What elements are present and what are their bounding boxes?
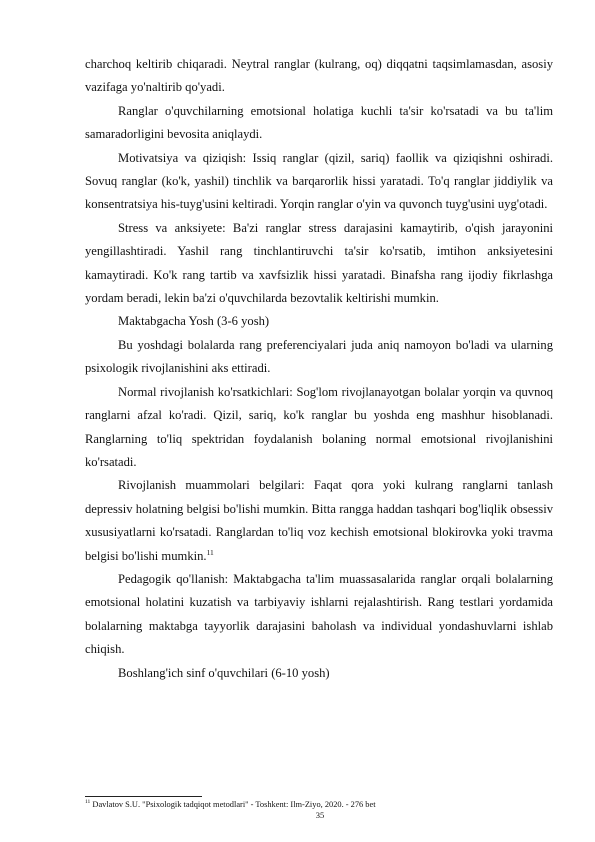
paragraph-continuation: charchoq keltirib chiqaradi. Neytral ranglar (kulrang, oq) diqqatni taqsimlamasdan, asosiy vazifaga yo'naltirib qo'yadi. <box>85 57 553 95</box>
paragraph-emotional-impact: Ranglar o'quvchilarning emotsional holatiga kuchli ta'sir ko'rsatadi va bu ta'lim samaradorligini bevosita aniqlaydi. <box>85 103 553 142</box>
body-text <box>85 53 553 685</box>
paragraph-preschool-intro: Bu yoshdagi bolalarda rang preferenciyalari juda aniq namoyon bo'ladi va ularning psixologik rivojlanishini aks ettiradi. <box>85 337 553 376</box>
paragraph-development-problems-text: Rivojlanish muammolari belgilari: Faqat qora yoki kulrang ranglarni tanlash depressiv holatning belgisi bo'lishi mumkin. Bitta rangga haddan tashqari bog'liqlik obsessiv xususiyatlarni ko'rsatadi. Ranglardan to'liq voz kechish emotsional blokirovka yoki travma belgisi bo'lishi mumkin. <box>85 478 553 563</box>
paragraph-normal-development: Normal rivojlanish ko'rsatkichlari: Sog'lom rivojlanayotgan bolalar yorqin va quvnoq ranglarni afzal ko'radi. Qizil, sariq, ko'k ranglar bu yoshda eng mashhur hisoblanadi. Ranglarning to'liq spektridan foydalanish bolaning normal emotsional rivojlanishini ko'rsatadi. <box>85 384 553 469</box>
footnote-reference[interactable]: 11 <box>206 547 214 557</box>
paragraph-motivation: Motivatsiya va qiziqish: Issiq ranglar (qizil, sariq) faollik va qiziqishni oshiradi. Sovuq ranglar (ko'k, yashil) tinchlik va barqarorlik hissi yaratadi. To'q ranglar jiddiylik va konsentratsiya his-tuyg'usini keltiradi. Yorqin ranglar o'yin va quvonch tuyg'usini uyg'otadi. <box>85 150 553 212</box>
paragraph-development-problems <box>85 474 553 568</box>
section-heading-primary-school: Boshlang'ich sinf o'quvchilari (6-10 yosh) <box>118 665 330 680</box>
footnote-text: Davlatov S.U. "Psixologik tadqiqot metodlari" - Toshkent: Ilm-Ziyo, 2020. - 276 bet <box>90 800 376 809</box>
page-number: 35 <box>315 810 325 820</box>
section-heading-preschool: Maktabgacha Yosh (3-6 yosh) <box>118 314 270 329</box>
paragraph-stress: Stress va anksiyete: Ba'zi ranglar stress darajasini kamaytirib, o'qish jarayonini yengillashtiradi. Yashil rang tinchlantiruvchi ta'sir ko'rsatib, imtihon anksiyetesini kamaytiradi. Ko'k rang tartib va xavfsizlik hissi yaratadi. Binafsha rang ijodiy fikrlashga yordam beradi, lekin ba'zi o'quvchilarda bezovtalik keltirishi mumkin. <box>85 220 553 306</box>
paragraph-pedagogical-use: Pedagogik qo'llanish: Maktabgacha ta'lim muassasalarida ranglar orqali bolalarning emotsional holatini kuzatish va tarbiyaviy ishlarni rejalashtirish. Rang testlari yordamida bolalarning maktabga tayyorlik darajasini baholash va individual yondashuvlarni ishlab chiqish. <box>85 571 553 657</box>
footnote-number: 11 <box>85 799 91 806</box>
footnote <box>85 799 553 810</box>
footnote-separator <box>85 796 202 797</box>
